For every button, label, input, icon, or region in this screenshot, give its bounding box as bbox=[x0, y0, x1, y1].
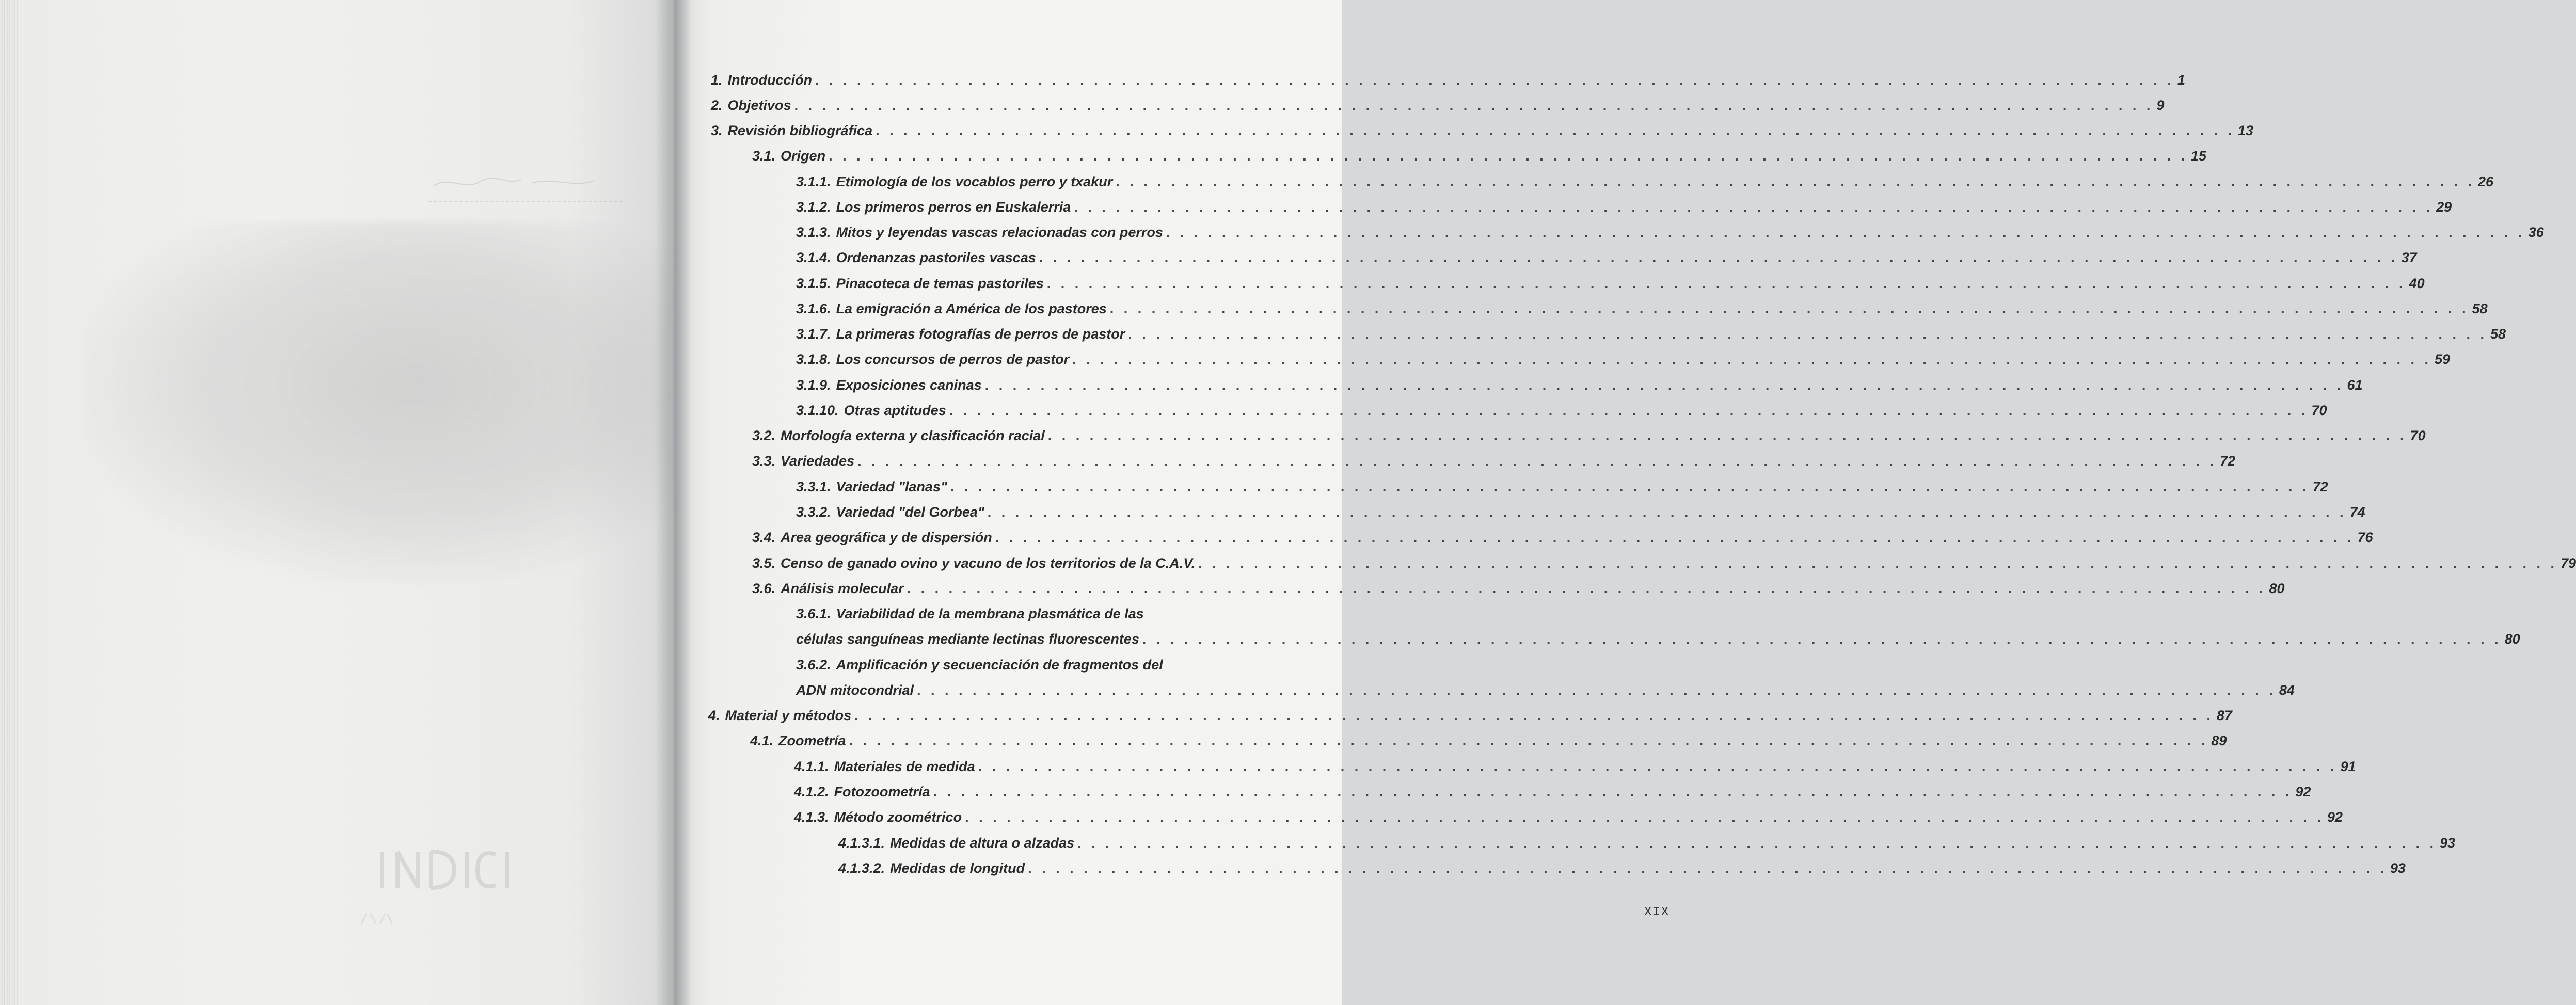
toc-entry-title: Variabilidad de la membrana plasmática de las bbox=[836, 606, 1144, 621]
toc-entry-number: 4.1.3. bbox=[794, 809, 829, 825]
toc-leader-dots bbox=[1039, 250, 2398, 266]
toc-entry-title: Revisión bibliográfica bbox=[727, 123, 873, 138]
toc-entry-number: 4.1.2. bbox=[794, 784, 829, 800]
show-through-image bbox=[83, 222, 671, 583]
toc-leader-dots bbox=[985, 377, 2344, 393]
toc-entry-page: 92 bbox=[2295, 784, 2311, 800]
toc-entry bbox=[752, 148, 2206, 169]
toc-entry-title: Introducción bbox=[727, 72, 813, 88]
toc-entry-page: 36 bbox=[2528, 225, 2544, 240]
toc-entry-title: Otras aptitudes bbox=[844, 403, 946, 418]
toc-entry-number: 4.1.3.1. bbox=[838, 835, 885, 851]
toc-entry bbox=[796, 301, 2488, 322]
toc-entry-page: 58 bbox=[2472, 301, 2488, 316]
toc-leader-dots bbox=[1048, 428, 2407, 444]
toc-entry-page: 9 bbox=[2156, 98, 2165, 113]
toc-entry-page: 72 bbox=[2312, 479, 2328, 494]
toc-entry-number: 1. bbox=[711, 72, 723, 88]
toc-entry-title: Zoometría bbox=[778, 733, 846, 748]
toc-entry-page: 59 bbox=[2434, 352, 2451, 367]
toc-entry-number: 3.6.2. bbox=[796, 657, 831, 673]
toc-leader-dots bbox=[978, 759, 2338, 775]
toc-entry bbox=[750, 733, 2227, 754]
toc-entry-number: 3.6.1. bbox=[796, 606, 831, 621]
toc-leader-dots bbox=[876, 123, 2235, 139]
page-edges bbox=[0, 0, 18, 1005]
toc-entry bbox=[796, 479, 2328, 500]
toc-entry-number: 3.1.9. bbox=[796, 377, 831, 393]
toc-leader-dots bbox=[1072, 352, 2431, 368]
toc-entry-page: 37 bbox=[2401, 250, 2417, 265]
toc-entry-title: Medidas de altura o alzadas bbox=[890, 835, 1075, 851]
toc-entry-title: Exposiciones caninas bbox=[836, 377, 982, 393]
toc-entry bbox=[796, 199, 2452, 220]
toc-leader-dots bbox=[857, 453, 2217, 469]
toc-entry-number: 3. bbox=[711, 123, 723, 138]
toc-entry-number: 3.6. bbox=[752, 581, 776, 596]
toc-entry-title: Variedad "del Gorbea" bbox=[836, 504, 984, 520]
toc-entry-number: 4.1.3.2. bbox=[838, 860, 885, 876]
toc-entry bbox=[838, 835, 2456, 856]
toc-entry-title: Material y métodos bbox=[725, 708, 852, 723]
toc-leader-dots bbox=[907, 581, 2266, 597]
toc-leader-dots bbox=[988, 504, 2347, 520]
toc-entry-page: 58 bbox=[2490, 326, 2506, 342]
toc-entry bbox=[796, 174, 2494, 195]
show-through-signature bbox=[418, 170, 635, 212]
toc-entry-title: Censo de ganado ovino y vacuno de los territorios de la C.A.V. bbox=[781, 555, 1196, 571]
toc-entry bbox=[796, 377, 2363, 398]
toc-entry-number: 2. bbox=[711, 98, 723, 113]
toc-entry-number: 3.1. bbox=[752, 148, 776, 164]
toc-leader-dots bbox=[854, 708, 2214, 724]
toc-leader-dots bbox=[794, 98, 2154, 114]
left-page bbox=[0, 0, 671, 1005]
toc-entry bbox=[794, 809, 2343, 830]
toc-entry-page: 93 bbox=[2440, 835, 2456, 851]
toc-entry-number: 3.1.2. bbox=[796, 199, 831, 215]
toc-entry bbox=[796, 631, 2520, 652]
toc-entry-title: Mitos y leyendas vascas relacionadas con perros bbox=[836, 225, 1163, 240]
toc-entry-title: La emigración a América de los pastores bbox=[836, 301, 1107, 316]
toc-entry-number: 3.3. bbox=[752, 453, 776, 469]
toc-leader-dots bbox=[1047, 276, 2406, 292]
toc-entry bbox=[796, 326, 2506, 347]
show-through-folio bbox=[356, 908, 397, 929]
toc-entry-title: Pinacoteca de temas pastoriles bbox=[836, 276, 1044, 291]
toc-entry-title: Variedades bbox=[781, 453, 855, 469]
toc-entry-title: Etimología de los vocablos perro y txakur bbox=[836, 174, 1113, 189]
toc-entry-page: 91 bbox=[2340, 759, 2356, 774]
toc-entry-number: 3.1.10. bbox=[796, 403, 839, 418]
toc-leader-dots bbox=[965, 809, 2324, 825]
toc-leader-dots bbox=[1077, 835, 2437, 851]
toc-entry-page: 87 bbox=[2216, 708, 2232, 723]
toc-entry-number: 3.1.7. bbox=[796, 326, 831, 342]
toc-entry-title: Análisis molecular bbox=[781, 581, 904, 596]
gutter-shadow bbox=[656, 0, 692, 1005]
toc-entry bbox=[711, 123, 2253, 143]
toc-entry-title: Area geográfica y de dispersión bbox=[781, 530, 992, 545]
toc-entry-title: La primeras fotografías de perros de pastor bbox=[836, 326, 1125, 342]
toc-leader-dots bbox=[950, 479, 2310, 495]
toc-leader-dots bbox=[1128, 326, 2487, 342]
toc-leader-dots bbox=[949, 403, 2309, 419]
toc-entry bbox=[752, 530, 2373, 550]
toc-entry-number: 3.1.5. bbox=[796, 276, 831, 291]
toc-entry-number: 4. bbox=[708, 708, 720, 723]
toc-entry-page: 29 bbox=[2436, 199, 2452, 215]
toc-entry bbox=[796, 504, 2365, 525]
toc-entry bbox=[711, 98, 2165, 118]
toc-entry-page: 89 bbox=[2211, 733, 2227, 748]
toc-entry bbox=[796, 250, 2417, 270]
toc-entry-title: Morfología externa y clasificación racial bbox=[781, 428, 1045, 443]
toc-leader-dots bbox=[1198, 555, 2557, 571]
toc-leader-dots bbox=[933, 784, 2293, 800]
toc-entry bbox=[838, 860, 2406, 881]
toc-entry-page: 80 bbox=[2504, 631, 2520, 647]
toc-leader-dots bbox=[1116, 174, 2475, 190]
toc-entry-page: 93 bbox=[2390, 860, 2406, 876]
toc-entry bbox=[752, 555, 2576, 576]
toc-entry-page: 61 bbox=[2347, 377, 2363, 393]
toc-entry-title: Los concursos de perros de pastor bbox=[836, 352, 1070, 367]
toc-entry-page: 74 bbox=[2349, 504, 2365, 520]
toc-entry-number: 3.5. bbox=[752, 555, 776, 571]
toc-leader-dots bbox=[849, 733, 2208, 749]
toc-entry bbox=[796, 682, 2295, 703]
toc-entry bbox=[752, 581, 2285, 601]
toc-leader-dots bbox=[1074, 199, 2433, 215]
toc-entry-title: Objetivos bbox=[727, 98, 791, 113]
toc-entry-page: 1 bbox=[2177, 72, 2185, 88]
toc-entry-number: 4.1. bbox=[750, 733, 774, 748]
toc-entry-number: 3.1.6. bbox=[796, 301, 831, 316]
toc-entry bbox=[708, 708, 2232, 728]
toc-entry bbox=[752, 453, 2235, 474]
toc-leader-dots bbox=[1110, 301, 2469, 317]
toc-entry-number: 3.1.8. bbox=[796, 352, 831, 367]
toc-leader-dots bbox=[995, 530, 2355, 546]
toc-entry-page: 70 bbox=[2311, 403, 2327, 418]
toc-entry bbox=[796, 225, 2544, 245]
toc-entry-number: 3.1.4. bbox=[796, 250, 831, 265]
right-page bbox=[676, 0, 2576, 1005]
toc-entry-page: 13 bbox=[2237, 123, 2253, 138]
toc-entry-title: Los primeros perros en Euskalerria bbox=[836, 199, 1071, 215]
toc-entry-page: 79 bbox=[2561, 555, 2576, 571]
toc-entry bbox=[711, 72, 2185, 93]
toc-entry-page: 84 bbox=[2279, 682, 2295, 698]
toc-entry-page: 15 bbox=[2190, 148, 2206, 164]
toc-entry-title: ADN mitocondrial bbox=[796, 682, 914, 698]
toc-entry-title: Fotozoometría bbox=[834, 784, 930, 800]
toc-entry-page: 40 bbox=[2409, 276, 2425, 291]
toc-entry-number: 3.4. bbox=[752, 530, 776, 545]
toc-entry-number: 3.3.1. bbox=[796, 479, 831, 494]
toc-leader-dots bbox=[815, 72, 2174, 88]
toc-entry bbox=[752, 428, 2426, 449]
toc-entry-title: Origen bbox=[781, 148, 826, 164]
toc-entry-page: 92 bbox=[2327, 809, 2343, 825]
toc-entry-number: 3.3.2. bbox=[796, 504, 831, 520]
toc-entry-page: 76 bbox=[2357, 530, 2373, 545]
toc-entry-title: Variedad "lanas" bbox=[836, 479, 947, 494]
toc-leader-dots bbox=[1142, 631, 2502, 647]
toc-entry-title: Ordenanzas pastoriles vascas bbox=[836, 250, 1036, 265]
toc-entry-title: Amplificación y secuenciación de fragmentos del bbox=[836, 657, 1163, 673]
toc-entry-title: células sanguíneas mediante lectinas fluorescentes bbox=[796, 631, 1139, 647]
toc-leader-dots bbox=[829, 148, 2188, 164]
show-through-heading bbox=[372, 847, 516, 893]
toc-entry-title: Método zoométrico bbox=[834, 809, 962, 825]
toc-entry bbox=[796, 276, 2425, 296]
toc-leader-dots bbox=[1166, 225, 2525, 241]
toc-entry bbox=[796, 606, 1218, 627]
toc-entry bbox=[796, 657, 1218, 678]
toc-entry-title: Materiales de medida bbox=[834, 759, 975, 774]
toc-entry bbox=[796, 352, 2451, 372]
toc-entry-page: 70 bbox=[2410, 428, 2426, 443]
toc-leader-dots bbox=[917, 682, 2276, 698]
toc-entry-page: 80 bbox=[2269, 581, 2285, 596]
toc-entry-page: 72 bbox=[2219, 453, 2235, 469]
toc-entry bbox=[794, 759, 2356, 779]
toc-entry bbox=[794, 784, 2311, 805]
toc-entry bbox=[796, 403, 2327, 423]
toc-entry-page: 26 bbox=[2478, 174, 2494, 189]
page-number: XIX bbox=[1644, 905, 1670, 919]
toc-leader-dots bbox=[1028, 860, 2387, 876]
toc-entry-number: 3.2. bbox=[752, 428, 776, 443]
toc-entry-number: 4.1.1. bbox=[794, 759, 829, 774]
toc-entry-number: 3.1.1. bbox=[796, 174, 831, 189]
toc-entry-title: Medidas de longitud bbox=[890, 860, 1025, 876]
toc-entry-number: 3.1.3. bbox=[796, 225, 831, 240]
